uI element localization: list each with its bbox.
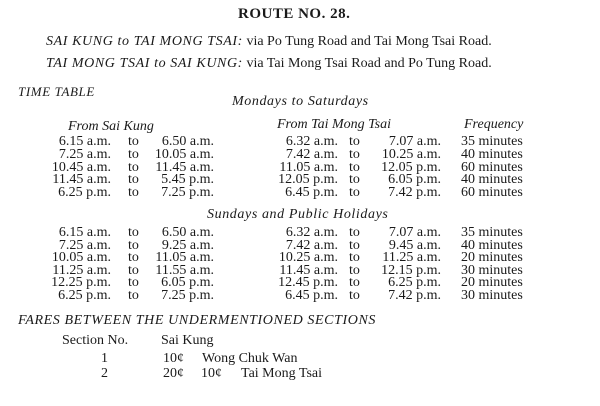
to-word: to xyxy=(128,288,139,303)
frequency-value: 40 minutes xyxy=(461,172,523,188)
to-word: to xyxy=(349,134,360,149)
tai-mong-tsai-end-time: 12.15 p.m. xyxy=(381,262,441,278)
to-word: to xyxy=(128,275,139,291)
tai-mong-tsai-end-time: 6.05 p.m. xyxy=(388,172,441,188)
route-via: via Po Tung Road and Tai Mong Tsai Road. xyxy=(246,34,492,49)
to-word: to xyxy=(128,225,139,240)
to-word: to xyxy=(128,262,139,278)
sai-kung-end-time: 11.55 a.m. xyxy=(155,262,214,278)
frequency-value: 40 minutes xyxy=(461,237,523,253)
to-word: to xyxy=(349,250,360,266)
tai-mong-tsai-start-time: 7.42 a.m. xyxy=(285,237,338,253)
tai-mong-tsai-start-time: 11.45 a.m. xyxy=(279,262,338,278)
tai-mong-tsai-start-time: 12.05 p.m. xyxy=(278,172,338,188)
column-header-frequency: Frequency xyxy=(464,117,524,132)
to-word: to xyxy=(128,146,139,162)
fare-from-sai-kung: 10¢ xyxy=(163,351,184,366)
route-via: via Tai Mong Tsai Road and Po Tung Road. xyxy=(246,56,492,71)
to-word: to xyxy=(128,172,139,188)
column-header-tai-mong-tsai: From Tai Mong Tsai xyxy=(277,117,391,132)
to-word: to xyxy=(349,225,360,240)
sai-kung-end-time: 6.50 a.m. xyxy=(161,225,214,240)
column-header-sai-kung: From Sai Kung xyxy=(68,119,154,134)
sai-kung-start-time: 6.15 a.m. xyxy=(58,134,111,149)
fares-column-section: Section No. xyxy=(62,333,129,348)
frequency-value: 20 minutes xyxy=(461,250,523,266)
tai-mong-tsai-end-time: 12.05 p.m. xyxy=(381,159,441,175)
tai-mong-tsai-start-time: 6.45 p.m. xyxy=(285,185,338,201)
tai-mong-tsai-start-time: 7.42 a.m. xyxy=(285,146,338,162)
section-number: 2 xyxy=(101,366,108,381)
sai-kung-start-time: 6.25 p.m. xyxy=(58,185,111,201)
tai-mong-tsai-start-time: 6.32 a.m. xyxy=(285,134,338,149)
route-label: TAI MONG TSAI to SAI KUNG: xyxy=(46,56,243,71)
to-word: to xyxy=(128,237,139,253)
timetable-heading: TIME TABLE xyxy=(18,84,95,99)
to-word: to xyxy=(349,159,360,175)
to-word: to xyxy=(128,134,139,149)
fares-column-sai-kung: Sai Kung xyxy=(161,333,214,348)
weekday-heading: Mondays to Saturdays xyxy=(232,94,369,109)
holiday-heading: Sundays and Public Holidays xyxy=(207,207,389,222)
sai-kung-start-time: 10.05 a.m. xyxy=(51,250,111,266)
sai-kung-start-time: 6.25 p.m. xyxy=(58,288,111,303)
fare-row xyxy=(0,352,600,365)
sai-kung-start-time: 12.25 p.m. xyxy=(51,275,111,291)
frequency-value: 60 minutes xyxy=(461,159,523,175)
to-word: to xyxy=(349,262,360,278)
route-line-inbound xyxy=(46,56,492,72)
to-word: to xyxy=(349,237,360,253)
tai-mong-tsai-start-time: 10.25 a.m. xyxy=(278,250,338,266)
fare-from-sai-kung: 20¢ xyxy=(163,366,184,381)
fares-heading: FARES BETWEEN THE UNDERMENTIONED SECTIONS xyxy=(18,313,377,328)
tai-mong-tsai-end-time: 7.07 a.m. xyxy=(388,134,441,149)
frequency-value: 40 minutes xyxy=(461,146,523,162)
to-word: to xyxy=(349,288,360,303)
section-place-name: Tai Mong Tsai xyxy=(241,366,322,381)
sai-kung-end-time: 9.25 a.m. xyxy=(161,237,214,253)
frequency-value: 20 minutes xyxy=(461,275,523,291)
route-label: SAI KUNG to TAI MONG TSAI: xyxy=(46,34,243,49)
sai-kung-end-time: 6.50 a.m. xyxy=(161,134,214,149)
sai-kung-end-time: 5.45 p.m. xyxy=(161,172,214,188)
tai-mong-tsai-end-time: 9.45 a.m. xyxy=(388,237,441,253)
section-place-name: Wong Chuk Wan xyxy=(202,351,298,366)
timetable-row xyxy=(0,289,600,302)
sai-kung-end-time: 10.05 a.m. xyxy=(154,146,214,162)
fare-row xyxy=(0,367,600,380)
to-word: to xyxy=(349,185,360,201)
to-word: to xyxy=(349,275,360,291)
sai-kung-start-time: 6.15 a.m. xyxy=(58,225,111,240)
to-word: to xyxy=(128,159,139,175)
tai-mong-tsai-start-time: 6.45 p.m. xyxy=(285,288,338,303)
timetable-row xyxy=(0,148,600,161)
sai-kung-end-time: 11.05 a.m. xyxy=(155,250,214,266)
tai-mong-tsai-end-time: 7.07 a.m. xyxy=(388,225,441,240)
tai-mong-tsai-end-time: 7.42 p.m. xyxy=(388,288,441,303)
frequency-value: 30 minutes xyxy=(461,262,523,278)
frequency-value: 30 minutes xyxy=(461,288,523,303)
tai-mong-tsai-end-time: 7.42 p.m. xyxy=(388,185,441,201)
frequency-value: 35 minutes xyxy=(461,134,523,149)
to-word: to xyxy=(128,185,139,201)
fare-from-previous-section: 10¢ xyxy=(201,366,222,381)
sai-kung-end-time: 6.05 p.m. xyxy=(161,275,214,291)
frequency-value: 60 minutes xyxy=(461,185,523,201)
to-word: to xyxy=(349,146,360,162)
route-title: ROUTE NO. 28. xyxy=(238,6,351,22)
sai-kung-end-time: 7.25 p.m. xyxy=(161,288,214,303)
sai-kung-end-time: 7.25 p.m. xyxy=(161,185,214,201)
to-word: to xyxy=(349,172,360,188)
frequency-value: 35 minutes xyxy=(461,225,523,240)
to-word: to xyxy=(128,250,139,266)
tai-mong-tsai-start-time: 6.32 a.m. xyxy=(285,225,338,240)
sai-kung-start-time: 7.25 a.m. xyxy=(58,146,111,162)
tai-mong-tsai-end-time: 11.25 a.m. xyxy=(382,250,441,266)
route-line-outbound xyxy=(46,34,492,50)
timetable-row xyxy=(0,186,600,199)
section-number: 1 xyxy=(101,351,108,366)
tai-mong-tsai-end-time: 10.25 a.m. xyxy=(381,146,441,162)
tai-mong-tsai-start-time: 12.45 p.m. xyxy=(278,275,338,291)
tai-mong-tsai-end-time: 6.25 p.m. xyxy=(388,275,441,291)
sai-kung-end-time: 11.45 a.m. xyxy=(155,159,214,175)
sai-kung-start-time: 7.25 a.m. xyxy=(58,237,111,253)
sai-kung-start-time: 10.45 a.m. xyxy=(51,159,111,175)
sai-kung-start-time: 11.25 a.m. xyxy=(52,262,111,278)
tai-mong-tsai-start-time: 11.05 a.m. xyxy=(279,159,338,175)
sai-kung-start-time: 11.45 a.m. xyxy=(52,172,111,188)
